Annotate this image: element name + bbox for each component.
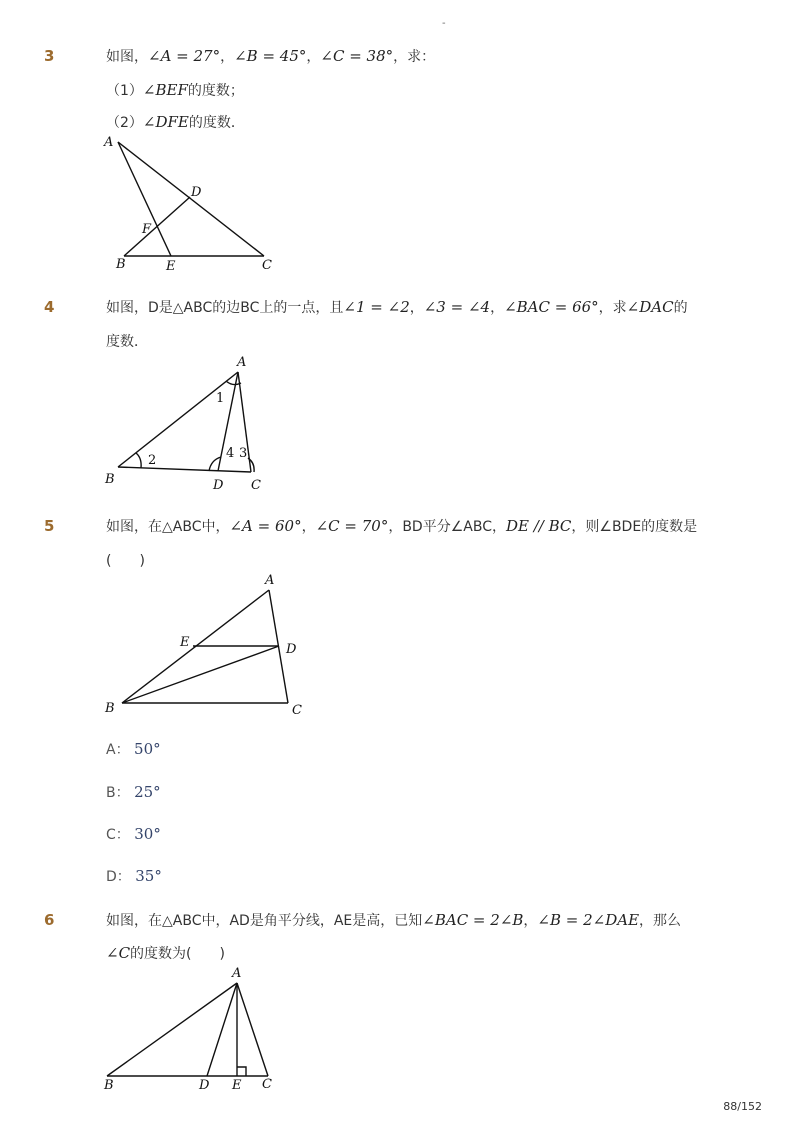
q3-cond-c: ∠C = 38° xyxy=(320,47,394,65)
q5-m2: ∠C = 70° xyxy=(315,517,389,535)
page-number: 88/152 xyxy=(723,1100,762,1113)
q4-m3: ∠BAC = 66° xyxy=(504,298,599,316)
q4-stem: 如图，D是△ABC的边BC上的一点，且∠1 = ∠2，∠3 = ∠4，∠BAC = 66°，求∠DAC的 xyxy=(106,298,688,316)
q5-text2: ，BD平分∠ABC， xyxy=(388,519,506,535)
q6-right-angle-mark xyxy=(237,1067,246,1076)
q6-label-b: B xyxy=(104,1078,114,1092)
q3-sub1-math: ∠BEF xyxy=(142,81,188,99)
q6-text1: 如图，在△ABC中，AD是角平分线，AE是高，已知 xyxy=(106,913,423,929)
question-number-4: 4 xyxy=(44,298,55,316)
q3-intro: 如图， xyxy=(106,49,148,65)
q6-stem: 如图，在△ABC中，AD是角平分线，AE是高，已知∠BAC = 2∠B，∠B = 2∠DAE，那么 xyxy=(106,911,682,929)
q5-option-b-letter: B： xyxy=(106,785,130,801)
q5-text3: ，则∠BDE的度数是 xyxy=(571,519,698,535)
q5-label-d: D xyxy=(286,642,297,657)
q4-m2: ∠3 = ∠4 xyxy=(423,298,491,316)
q4-text1: 如图，D是△ABC的边BC上的一点，且 xyxy=(106,300,344,316)
q3-ask: ，求： xyxy=(393,49,436,65)
q4-label-b: B xyxy=(105,472,115,487)
q6-line2-text: 的度数为( ) xyxy=(130,946,225,962)
q3-sub2 xyxy=(106,112,245,132)
q6-label-d: D xyxy=(199,1078,210,1092)
question-number-3: 3 xyxy=(44,47,55,65)
q4-label-a: A xyxy=(237,355,247,370)
q4-label-d: D xyxy=(213,478,224,493)
q5-figure xyxy=(96,568,316,720)
q3-cond-a: ∠A = 27° xyxy=(148,47,221,65)
q3-sub1-suffix: 的度数； xyxy=(187,83,244,99)
q6-label-c: C xyxy=(262,1077,272,1092)
q6-text2: ，那么 xyxy=(639,913,682,929)
q3-sub1 xyxy=(106,80,244,100)
q5-stem: 如图，在△ABC中，∠A = 60°，∠C = 70°，BD平分∠ABC，DE // BC，则∠BDE的度数是 xyxy=(106,517,698,535)
q5-option-d-value: 35° xyxy=(135,867,162,885)
q3-label-c: C xyxy=(262,258,272,273)
q5-label-e: E xyxy=(180,635,190,650)
q3-label-f: F xyxy=(142,222,152,237)
q3-label-d: D xyxy=(191,185,202,200)
q5-option-d[interactable] xyxy=(106,866,162,886)
q3-label-b: B xyxy=(116,257,126,272)
q5-option-a[interactable] xyxy=(106,739,161,759)
question-number-6: 6 xyxy=(44,911,55,929)
q5-option-a-value: 50° xyxy=(134,740,161,758)
q3-figure xyxy=(96,132,286,277)
q4-m1: ∠1 = ∠2 xyxy=(343,298,410,316)
q5-option-d-letter: D： xyxy=(106,869,131,885)
q3-sub2-math: ∠DFE xyxy=(142,113,189,131)
q5-seg-bd xyxy=(122,646,279,703)
q6-seg-ac xyxy=(237,983,268,1076)
q5-line2: ( ) xyxy=(106,553,145,569)
header-mark: - xyxy=(442,18,446,29)
q6-m2: ∠B = 2∠DAE xyxy=(537,911,640,929)
q3-sub2-suffix: 的度数． xyxy=(188,115,245,131)
q6-line2 xyxy=(106,943,225,963)
q5-m1: ∠A = 60° xyxy=(229,517,302,535)
q3-seg-bd xyxy=(124,197,190,256)
q4-m4: ∠DAC xyxy=(626,298,674,316)
q4-seg-ab xyxy=(118,372,238,467)
q4-label-2: 2 xyxy=(148,453,157,468)
q3-label-e: E xyxy=(166,259,176,274)
q5-label-c: C xyxy=(292,703,302,718)
q6-label-a: A xyxy=(232,966,242,981)
q5-option-a-letter: A： xyxy=(106,742,130,758)
q6-seg-ad xyxy=(207,983,237,1076)
q4-label-c: C xyxy=(251,478,261,493)
q4-line2: 度数． xyxy=(106,334,148,350)
q5-label-b: B xyxy=(105,701,115,716)
q5-text1: 如图，在△ABC中， xyxy=(106,519,230,535)
question-number-5: 5 xyxy=(44,517,55,535)
q5-option-c-letter: C： xyxy=(106,827,130,843)
q4-text3: 的 xyxy=(673,300,688,316)
q4-text2: ，求 xyxy=(598,300,627,316)
q3-label-a: A xyxy=(104,135,114,150)
q4-label-3: 3 xyxy=(239,446,248,461)
q4-seg-bc xyxy=(118,467,251,472)
q3-sub2-prefix: （2） xyxy=(106,115,143,131)
q5-option-c[interactable] xyxy=(106,824,161,844)
q3-sub1-prefix: （1） xyxy=(106,83,143,99)
q5-option-c-value: 30° xyxy=(134,825,161,843)
q3-seg-ae xyxy=(118,142,171,256)
q5-option-b-value: 25° xyxy=(134,783,161,801)
q3-cond-b: ∠B = 45° xyxy=(234,47,307,65)
q4-arc-2 xyxy=(136,453,141,468)
q4-label-4: 4 xyxy=(226,446,235,461)
q5-m3: DE // BC xyxy=(505,517,572,535)
q3-stem: 如图，∠A = 27°，∠B = 45°，∠C = 38°，求： xyxy=(106,47,436,65)
q5-option-b[interactable] xyxy=(106,782,161,802)
q4-label-1: 1 xyxy=(216,391,225,406)
q6-seg-ab xyxy=(107,983,237,1076)
q6-m1: ∠BAC = 2∠B xyxy=(422,911,524,929)
q5-label-a: A xyxy=(265,573,275,588)
q6-m3: ∠C xyxy=(106,944,131,962)
q6-figure xyxy=(96,962,286,1092)
q4-figure xyxy=(96,350,276,495)
q6-label-e: E xyxy=(232,1078,242,1092)
